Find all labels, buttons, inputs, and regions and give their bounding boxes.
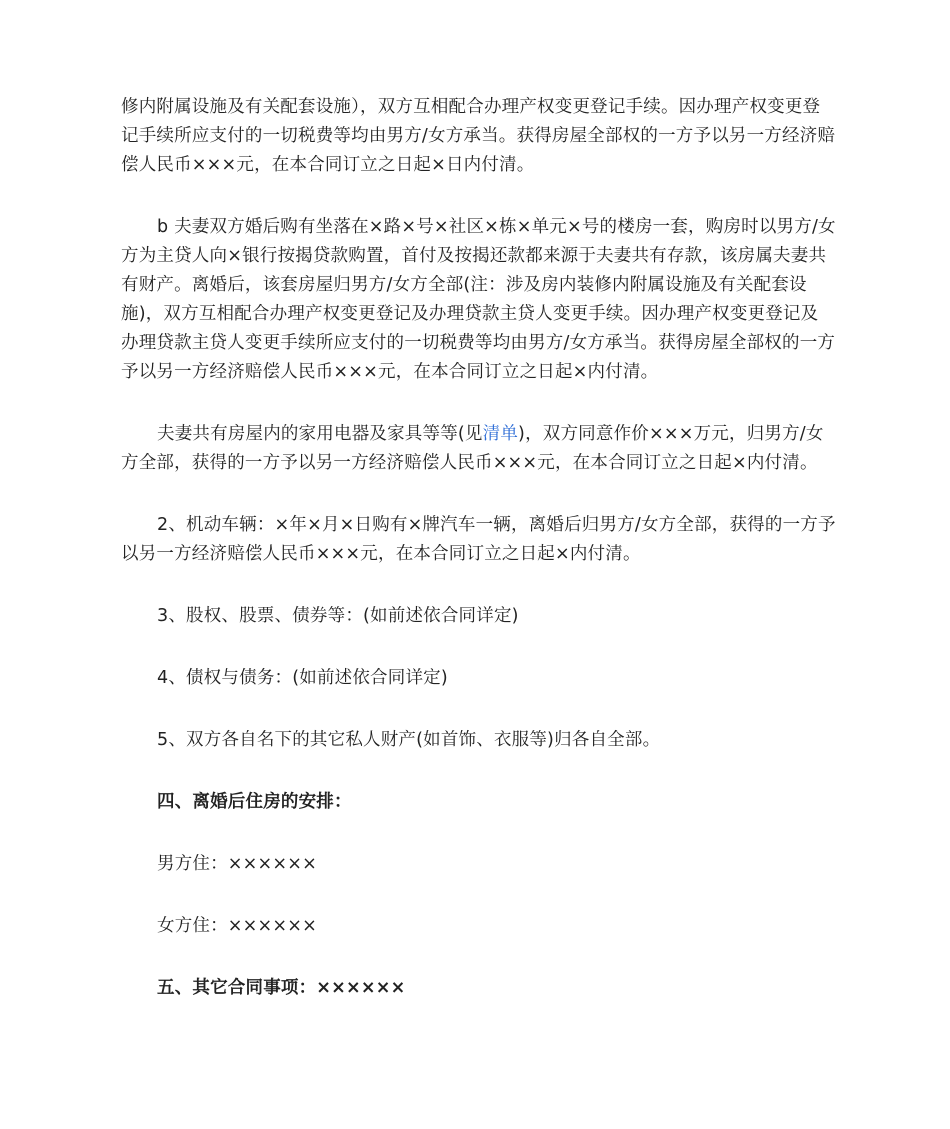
paragraph-stocks: 3、股权、股票、债券等：(如前述依合同详定) — [157, 606, 519, 626]
male-residence-line: 男方住：×××××× — [157, 854, 317, 874]
appliances-text-after: )，双方同意作价×××万元，归男方/女方全部，获得的一方予以另一方经济赔偿人民币×××元，在本合同订立之日起×内付清。 — [121, 424, 824, 473]
paragraph-vehicle: 2、机动车辆：×年×月×日购有×牌汽车一辆，离婚后归男方/女方全部，获得的一方予以另一方经济赔偿人民币×××元，在本合同订立之日起×内付清。 — [121, 515, 836, 564]
paragraph-debts: 4、债权与债务：(如前述依合同详定) — [157, 668, 448, 688]
paragraph-appliances — [121, 420, 836, 478]
female-residence-line: 女方住：×××××× — [157, 916, 317, 936]
document-page — [121, 93, 836, 1036]
paragraph-personal-property: 5、双方各自名下的其它私人财产(如首饰、衣服等)归各自全部。 — [157, 730, 661, 750]
paragraph-house-a-continued: 修内附属设施及有关配套设施），双方互相配合办理产权变更登记手续。因办理产权变更登记手续所应支付的一切税费等均由男方/女方承当。获得房屋全部权的一方予以另一方经济赔偿人民币×××元，在本合同订立之日起×日内付清。 — [121, 97, 836, 175]
paragraph-house-b: b 夫妻双方婚后购有坐落在×路×号×社区×栋×单元×号的楼房一套，购房时以男方/女方为主贷人向×银行按揭贷款购置，首付及按揭还款都来源于夫妻共有存款，该房属夫妻共有财产。离婚后，该套房屋归男方/女方全部(注：涉及房内装修内附属设施及有关配套设施)，双方互相配合办理产权变更登记及办理贷款主贷人变更手续。因办理产权变更登记及办理贷款主贷人变更手续所应支付的一切税费等均由男方/女方承当。获得房屋全部权的一方予以另一方经济赔偿人民币×××元，在本合同订立之日起×内付清。 — [121, 217, 836, 382]
inventory-link[interactable]: 清单 — [482, 424, 519, 444]
appliances-text-before: 夫妻共有房屋内的家用电器及家具等等(见 — [157, 424, 483, 444]
heading-housing-arrangement: 四、离婚后住房的安排： — [157, 792, 352, 812]
heading-other-matters: 五、其它合同事项：×××××× — [157, 978, 406, 998]
